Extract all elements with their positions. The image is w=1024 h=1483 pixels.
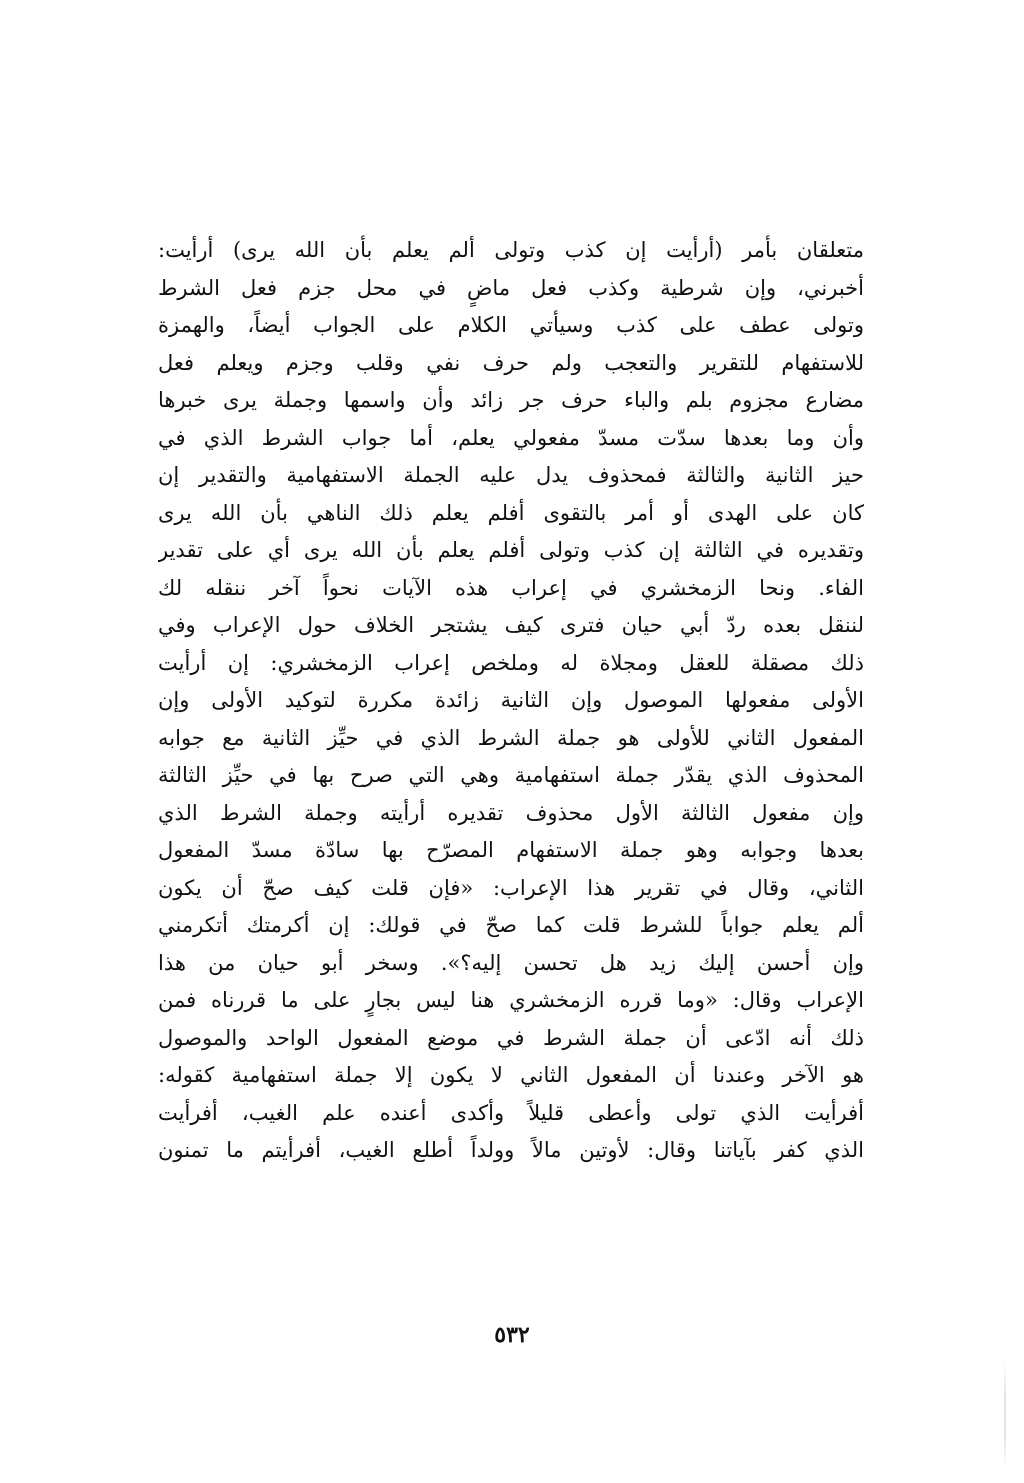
text-line: وإن مفعول الثالثة الأول محذوف تقديره أرأيته وجملة الشرط الذي bbox=[158, 800, 864, 825]
scan-edge-shadow bbox=[1004, 1360, 1006, 1470]
text-line: الفاء. ونحا الزمخشري في إعراب هذه الآيات نحواً آخر ننقله لك bbox=[158, 575, 864, 600]
text-line: ذلك أنه ادّعى أن جملة الشرط في موضع المفعول الواحد والموصول bbox=[158, 1025, 864, 1050]
text-line: مضارع مجزوم بلم والباء حرف جر زائد وأن واسمها وجملة يرى خبرها bbox=[158, 388, 864, 412]
text-line: الثاني، وقال في تقرير هذا الإعراب: «فإن قلت كيف صحّ أن يكون bbox=[158, 875, 864, 900]
text-line: وتقديره في الثالثة إن كذب وتولى أفلم يعلم بأن الله يرى أي على تقدير bbox=[158, 538, 864, 562]
text-line: الذي كفر بآياتنا وقال: لأوتين مالاً وولداً أطلع الغيب، أفرأيتم ما تمنون bbox=[158, 1138, 864, 1162]
text-line: ذلك مصقلة للعقل ومجلاة له وملخص إعراب الزمخشري: إن أرأيت bbox=[158, 650, 864, 675]
text-line: أخبرني، وإن شرطية وكذب فعل ماضٍ في محل جزم فعل الشرط bbox=[158, 275, 864, 300]
text-line: وتولى عطف على كذب وسيأتي الكلام على الجواب أيضاً، والهمزة bbox=[158, 313, 864, 337]
body-text bbox=[158, 232, 864, 1170]
text-line: المحذوف الذي يقدّر جملة استفهامية وهي التي صرح بها في حيِّز الثالثة bbox=[158, 763, 864, 787]
text-line: هو الآخر وعندنا أن المفعول الثاني لا يكون إلا جملة استفهامية كقوله: bbox=[158, 1063, 864, 1087]
text-line: حيز الثانية والثالثة فمحذوف يدل عليه الجملة الاستفهامية والتقدير إن bbox=[158, 463, 864, 487]
page-number: ٥٣٢ bbox=[494, 1322, 530, 1348]
text-line: لننقل بعده ردّ أبي حيان فترى كيف يشتجر الخلاف حول الإعراب وفي bbox=[158, 613, 864, 637]
text-line: ألم يعلم جواباً للشرط قلت كما صحّ في قولك: إن أكرمتك أتكرمني bbox=[158, 913, 864, 937]
text-line: وأن وما بعدها سدّت مسدّ مفعولي يعلم، أما جواب الشرط الذي في bbox=[158, 425, 864, 450]
text-line: كان على الهدى أو أمر بالتقوى أفلم يعلم ذلك الناهي بأن الله يرى bbox=[158, 500, 864, 525]
text-line: بعدها وجوابه وهو جملة الاستفهام المصرّح بها سادّة مسدّ المفعول bbox=[158, 838, 864, 862]
text-line: متعلقان بأمر (أرأيت إن كذب وتولى ألم يعلم بأن الله يرى) أرأيت: bbox=[158, 238, 864, 262]
text-line: أفرأيت الذي تولى وأعطى قليلاً وأكدى أعنده علم الغيب، أفرأيت bbox=[158, 1100, 864, 1125]
text-line: وإن أحسن إليك زيد هل تحسن إليه؟». وسخر أبو حيان من هذا bbox=[158, 950, 864, 975]
text-line: المفعول الثاني للأولى هو جملة الشرط الذي في حيِّز الثانية مع جوابه bbox=[158, 725, 864, 750]
text-line: للاستفهام للتقرير والتعجب ولم حرف نفي وقلب وجزم ويعلم فعل bbox=[158, 350, 864, 375]
text-line: الأولى مفعولها الموصول وإن الثانية زائدة مكررة لتوكيد الأولى وإن bbox=[158, 688, 864, 712]
text-line: الإعراب وقال: «وما قرره الزمخشري هنا ليس بجارٍ على ما قررناه فمن bbox=[158, 988, 864, 1012]
